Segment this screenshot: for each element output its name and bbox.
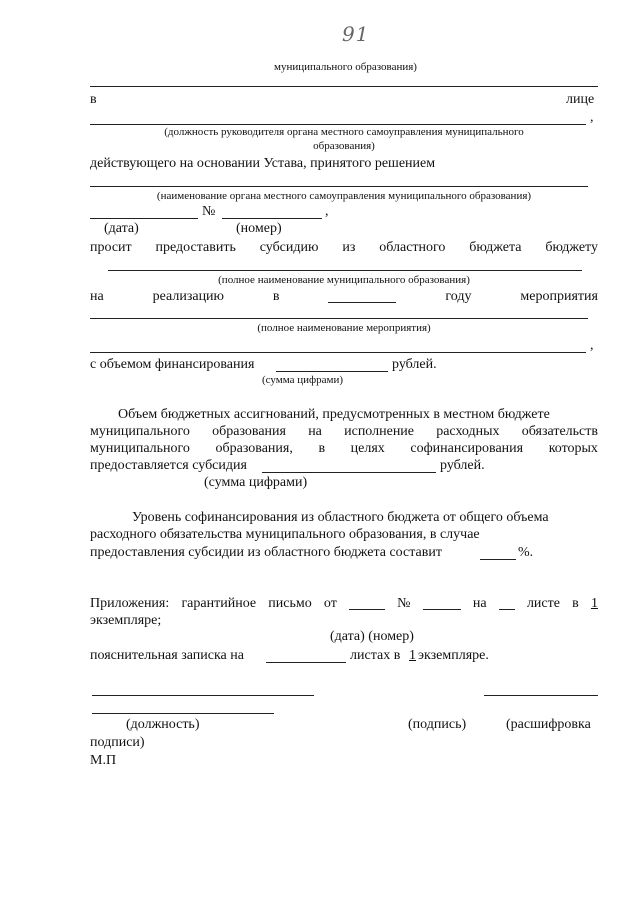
word: предоставить	[155, 240, 236, 255]
funding-sum-line	[276, 371, 388, 372]
word: в	[572, 596, 579, 611]
para1-line2	[90, 424, 598, 440]
note-mid: листах в	[350, 648, 401, 663]
caption-date-number: (дата) (номер)	[330, 629, 414, 644]
sig-line-2	[484, 695, 598, 696]
comma-1: ,	[590, 110, 594, 125]
funding-suffix: рублей.	[392, 357, 437, 372]
para2-line3-suffix: %.	[518, 545, 534, 560]
word: на	[90, 289, 104, 304]
caption-event-name: (полное наименование мероприятия)	[257, 322, 431, 334]
word: расходных	[436, 424, 500, 439]
sig-decoding: (расшифровка	[506, 717, 591, 732]
number-line	[222, 218, 322, 219]
comma-2: ,	[325, 204, 329, 219]
acting-text: действующего на основании Устава, принятого решением	[90, 156, 436, 171]
word: субсидию	[259, 240, 319, 255]
caption-sum-digits: (сумма цифрами)	[262, 374, 344, 386]
attach-sheets-blank	[499, 596, 515, 610]
note-prefix: пояснительная записка на	[90, 648, 244, 663]
word: из	[342, 240, 356, 255]
position-line	[90, 124, 586, 125]
para2-line1: Уровень софинансирования из областного бюджета от общего объема	[132, 510, 549, 525]
word: целях	[350, 441, 385, 456]
header-caption: муниципального образования)	[274, 61, 417, 73]
request-line	[90, 240, 598, 256]
municipality-name-line	[108, 270, 582, 271]
comma-3: ,	[590, 338, 594, 353]
para1-line3	[90, 441, 598, 457]
word: мероприятия	[520, 289, 598, 304]
subsidy-sum-line	[262, 472, 436, 473]
word: просит	[90, 240, 132, 255]
para1-line4-suffix: рублей.	[440, 458, 485, 473]
caption-sum-digits-2: (сумма цифрами)	[204, 475, 308, 490]
year-blank	[328, 289, 396, 303]
word: гарантийное	[181, 596, 257, 611]
caption-position-2: образования)	[313, 140, 375, 152]
event-line-2	[90, 352, 586, 353]
word: софинансирования	[410, 441, 524, 456]
sig-decoding-cont: подписи)	[90, 735, 145, 750]
caption-position-1: (должность руководителя органа местного самоуправления муниципального	[164, 126, 524, 138]
attach-date-blank	[349, 596, 385, 610]
word: исполнение	[344, 424, 415, 439]
date-line	[90, 218, 198, 219]
word: бюджета	[469, 240, 522, 255]
attach-number-blank	[423, 596, 461, 610]
word: образования	[212, 424, 286, 439]
word: образования,	[215, 441, 293, 456]
sig-line-3	[92, 713, 274, 714]
word: году	[445, 289, 472, 304]
para2-line2: расходного обязательства муниципального образования, в случае	[90, 527, 480, 542]
sig-position: (должность)	[126, 717, 200, 732]
funding-prefix: с объемом финансирования	[90, 357, 255, 372]
word: муниципального	[90, 441, 190, 456]
word: в	[318, 441, 326, 456]
word: обязательств	[521, 424, 598, 439]
word: в	[272, 289, 280, 304]
word: которых	[548, 441, 598, 456]
note-sheets-line	[266, 662, 346, 663]
word: на	[472, 596, 487, 611]
caption-full-name: (полное наименование муниципального образования)	[218, 274, 470, 286]
attach-line2: экземпляре;	[90, 613, 162, 628]
no-sign: №	[202, 204, 216, 219]
para2-line3-prefix: предоставления субсидии из областного бюджета составит	[90, 545, 442, 560]
text-litse: лице	[566, 92, 595, 107]
decision-line	[90, 186, 588, 187]
word: областного	[379, 240, 446, 255]
page-number: 91	[342, 22, 370, 46]
text-v: в	[90, 92, 97, 107]
word: на	[308, 424, 322, 439]
caption-number: (номер)	[236, 221, 282, 236]
para1-line4-prefix: предоставляется субсидия	[90, 458, 247, 473]
word: Приложения:	[90, 596, 170, 611]
sig-line-1	[92, 695, 314, 696]
caption-date: (дата)	[104, 221, 139, 236]
attach-copy-num: 1	[590, 596, 598, 611]
word: реализацию	[152, 289, 225, 304]
implement-line	[90, 289, 598, 305]
percent-line	[480, 559, 516, 560]
para1-line1: Объем бюджетных ассигнований, предусмотренных в местном бюджете	[118, 407, 550, 422]
word: муниципального	[90, 424, 190, 439]
word: листе	[526, 596, 560, 611]
note-num: 1	[409, 648, 416, 663]
word: от	[323, 596, 337, 611]
sig-signature: (подпись)	[408, 717, 467, 732]
stamp: М.П	[90, 753, 117, 768]
word: №	[397, 596, 411, 611]
note-suffix: экземпляре.	[418, 648, 489, 663]
event-line	[90, 318, 588, 319]
header-line	[90, 86, 598, 87]
word: письмо	[268, 596, 312, 611]
word: бюджету	[545, 240, 598, 255]
attach-line	[90, 596, 598, 612]
caption-body-name: (наименование органа местного самоуправления муниципального образования)	[156, 190, 532, 202]
